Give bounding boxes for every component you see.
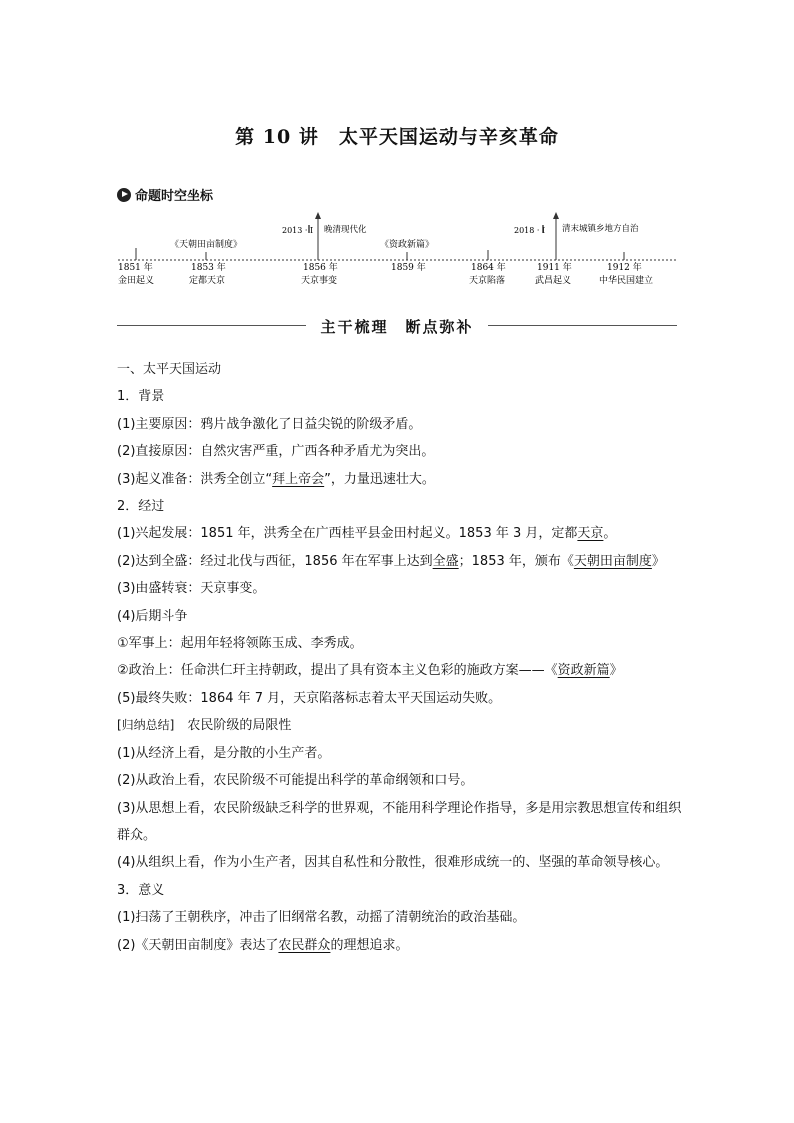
year-1859: 1859 年 <box>391 263 426 273</box>
divider-title: 主干梳理 断点弥补 <box>306 318 487 336</box>
heading-taiping: 一、太平天国运动 <box>117 362 222 377</box>
underlined-term: 全盛 <box>432 553 459 569</box>
underlined-term: 资政新篇 <box>557 663 610 679</box>
year-1853: 1853 年 <box>191 263 226 273</box>
paragraph: (3)起义准备：洪秀全创立“拜上帝会”，力量迅速壮大。 <box>117 471 435 487</box>
summary-heading: [归纳总结] 农民阶级的局限性 <box>117 718 292 734</box>
paragraph: ②政治上：任命洪仁玕主持朝政，提出了具有资本主义色彩的施政方案——《资政新篇》 <box>117 663 623 679</box>
year-1851: 1851 年 <box>118 263 153 273</box>
paragraph: (1)扫荡了王朝秩序，冲击了旧纲常名教，动摇了清朝统治的政治基础。 <box>117 910 526 926</box>
underlined-term: 农民群众 <box>278 937 331 953</box>
timeline-section-label <box>117 185 213 204</box>
paragraph: ①军事上：起用年轻将领陈玉成、李秀成。 <box>117 636 363 652</box>
year-1911: 1911 年 <box>537 263 572 273</box>
event-1864: 天京陷落 <box>469 276 506 286</box>
page-title: 第 10 讲 太平天国运动与辛亥革命 <box>235 126 559 148</box>
above-1859: 《资政新篇》 <box>379 240 435 250</box>
year-1864: 1864 年 <box>471 263 506 273</box>
year-1912: 1912 年 <box>607 263 642 273</box>
paragraph: (3)由盛转衰：天京事变。 <box>117 581 266 597</box>
paragraph: (1)主要原因：鸦片战争激化了日益尖锐的阶级矛盾。 <box>117 416 422 432</box>
section-divider <box>117 316 677 336</box>
event-1912: 中华民国建立 <box>599 276 654 286</box>
subheading-background: 1．背景 <box>117 389 165 405</box>
timeline-label-text: 命题时空坐标 <box>135 189 214 204</box>
arrow-up-icon <box>553 212 559 219</box>
paragraph: (2)《天朝田亩制度》表达了农民群众的理想追求。 <box>117 937 409 953</box>
event-1856: 天京事变 <box>301 276 338 286</box>
paragraph: (4)从组织上看，作为小生产者，因其自私性和分散性，很难形成统一的、坚强的革命领导核心。 <box>117 855 669 871</box>
event-1851: 金田起义 <box>118 276 155 286</box>
summary-tag: [归纳总结] <box>117 718 175 733</box>
marker-2013-label: 2013 · Ⅰ <box>282 226 314 235</box>
paragraph: (4)后期斗争 <box>117 608 188 624</box>
subheading-significance: 3．意义 <box>117 882 165 898</box>
underlined-term: 天朝田亩制度 <box>573 553 652 569</box>
underlined-term: 拜上帝会 <box>272 471 325 487</box>
event-1853: 定都天京 <box>189 276 226 286</box>
marker-2013-text: 晚清现代化 <box>324 225 367 235</box>
underlined-term: 天京 <box>577 526 604 542</box>
marker-2018-label: 2018 · Ⅰ <box>514 226 546 235</box>
paragraph: (3)从思想上看，农民阶级缺乏科学的世界观，不能用科学理论作指导，多是用宗教思想宣传和组织群众。 <box>117 800 682 843</box>
timeline-chart <box>110 205 690 295</box>
subheading-process: 2．经过 <box>117 499 165 515</box>
marker-2018-text: 清末城镇乡地方自治 <box>562 224 639 234</box>
paragraph: (1)从经济上看，是分散的小生产者。 <box>117 745 331 761</box>
arrow-up-icon <box>315 212 321 219</box>
paragraph: (5)最终失败：1864 年 7 月，天京陷落标志着太平天国运动失败。 <box>117 690 502 706</box>
event-1911: 武昌起义 <box>535 276 572 286</box>
play-icon <box>117 188 131 202</box>
paragraph: (2)从政治上看，农民阶级不可能提出科学的革命纲领和口号。 <box>117 773 474 789</box>
year-1856: 1856 年 <box>303 263 338 273</box>
paragraph: (2)达到全盛：经过北伐与西征，1856 年在军事上达到全盛；1853 年，颁布《天朝田亩制度》 <box>117 553 665 569</box>
paragraph: (2)直接原因：自然灾害严重，广西各种矛盾尤为突出。 <box>117 444 435 460</box>
main-content <box>117 356 683 959</box>
above-1853: 《天朝田亩制度》 <box>169 240 243 250</box>
paragraph: (1)兴起发展：1851 年，洪秀全在广西桂平县金田村起义。1853 年 3 月，定都天京。 <box>117 526 617 542</box>
